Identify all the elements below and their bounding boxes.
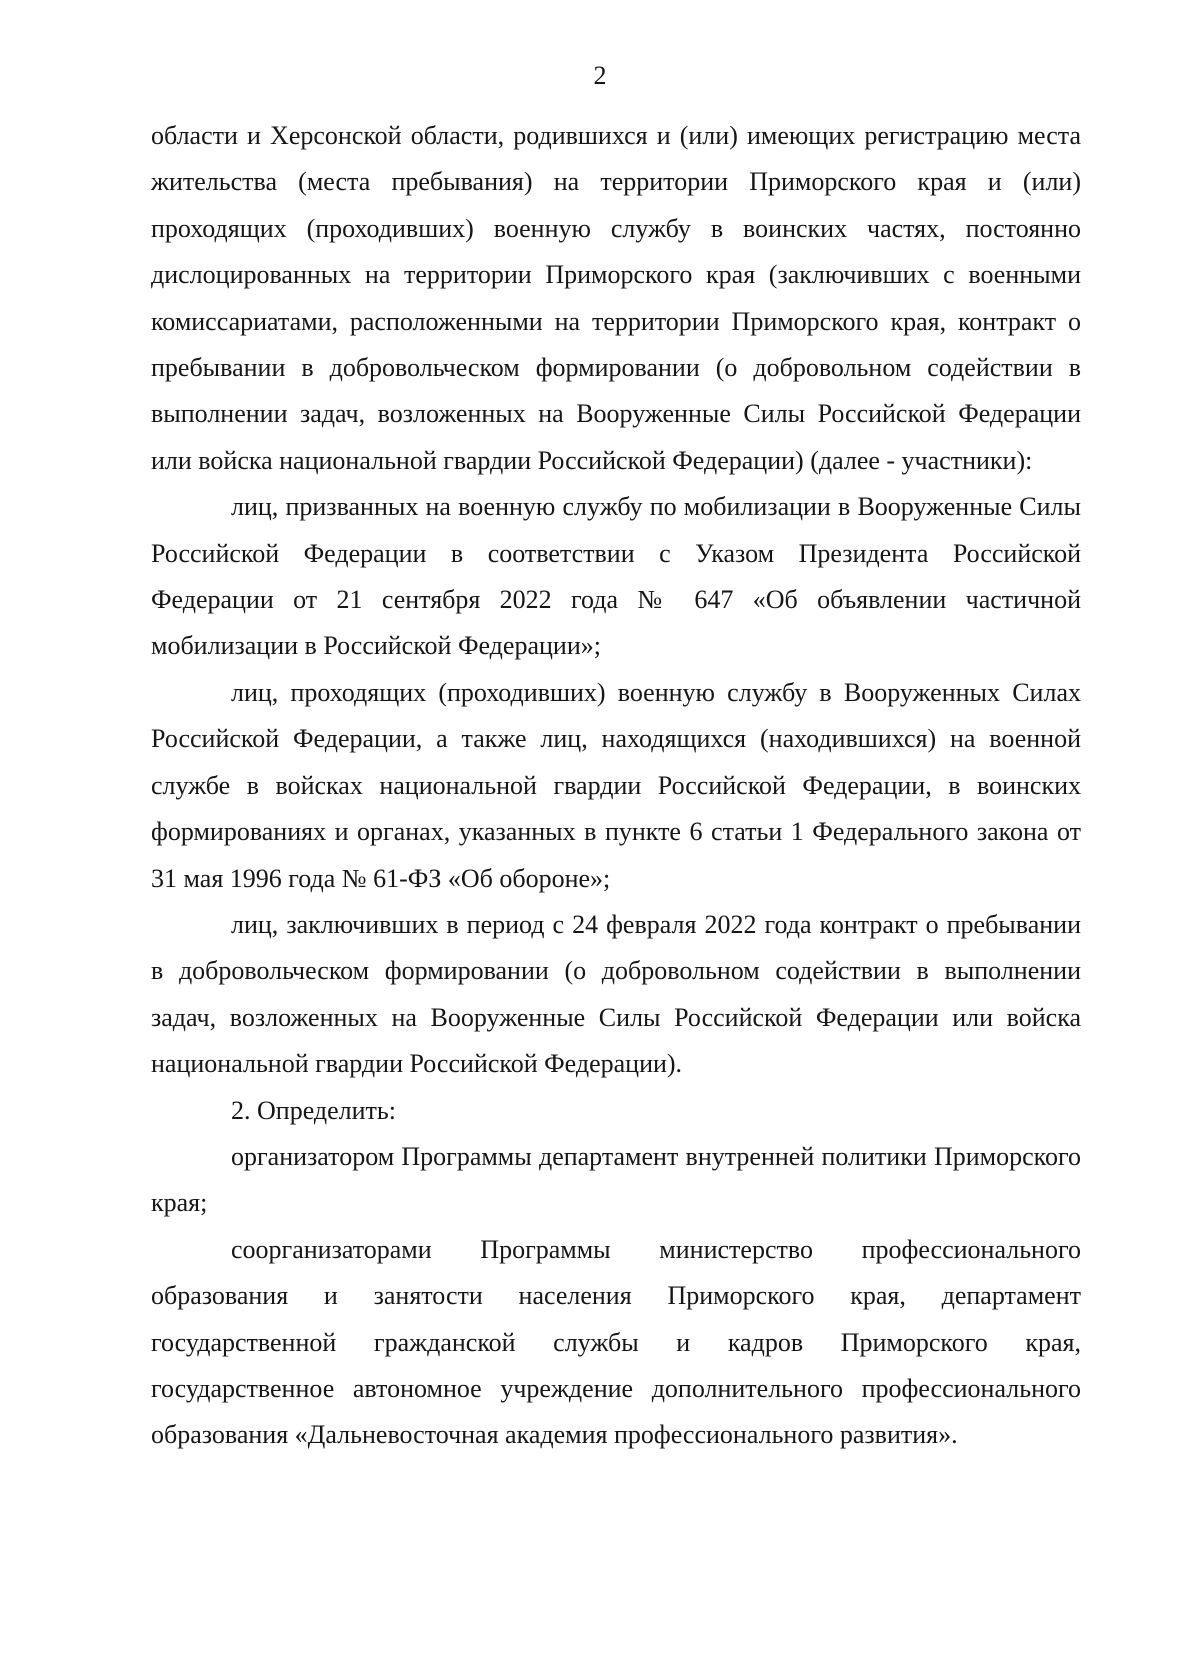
- document-body: [151, 113, 1081, 1459]
- paragraph-program-co-organizers: соорганизаторами Программы министерство профессионального образования и занятости населения Приморского края, департамент государственной гражданской службы и кадров Приморского края, государственное автономное учреждение дополнительного профессионального образования «Дальневосточная академия профессионального развития».: [151, 1234, 1081, 1450]
- paragraph-mobilized-persons: лиц, призванных на военную службу по мобилизации в Вооруженные Силы Российской Федерации в соответствии с Указом Президента Российской Федерации от 21 сентября 2022 года № 647 «Об объявлении частичной мобилизации в Российской Федерации»;: [151, 492, 1081, 661]
- paragraph-volunteer-contract-persons: лиц, заключивших в период с 24 февраля 2022 года контракт о пребывании в добровольческом формировании (о добровольном содействии в выполнении задач, возложенных на Вооруженные Силы Российской Федерации или войска национальной гвардии Российской Федерации).: [151, 909, 1081, 1079]
- paragraph-participants-definition: области и Херсонской области, родившихся и (или) имеющих регистрацию места жительства (места пребывания) на территории Приморского края и (или) проходящих (проходивших) военную службу в воинских частях, постоянно дислоцированных на территории Приморского края (заключивших с военными комиссариатами, расположенными на территории Приморского края, контракт о пребывании в добровольческом формировании (о добровольном содействии в выполнении задач, возложенных на Вооруженные Силы Российской Федерации или войска национальной гвардии Российской Федерации) (далее - участники):: [151, 121, 1081, 475]
- paragraph-program-organizer: организатором Программы департамент внутренней политики Приморского края;: [151, 1141, 1081, 1218]
- paragraph-military-service-persons: лиц, проходящих (проходивших) военную службу в Вооруженных Силах Российской Федерации, а также лиц, находящихся (находившихся) на военной службе в войсках национальной гвардии Российской Федерации, в воинских формированиях и органах, указанных в пункте 6 статьи 1 Федерального закона от 31 мая 1996 года № 61-ФЗ «Об обороне»;: [151, 677, 1081, 893]
- page-number: 2: [593, 61, 607, 90]
- paragraph-section-2-heading: 2. Определить:: [231, 1095, 396, 1125]
